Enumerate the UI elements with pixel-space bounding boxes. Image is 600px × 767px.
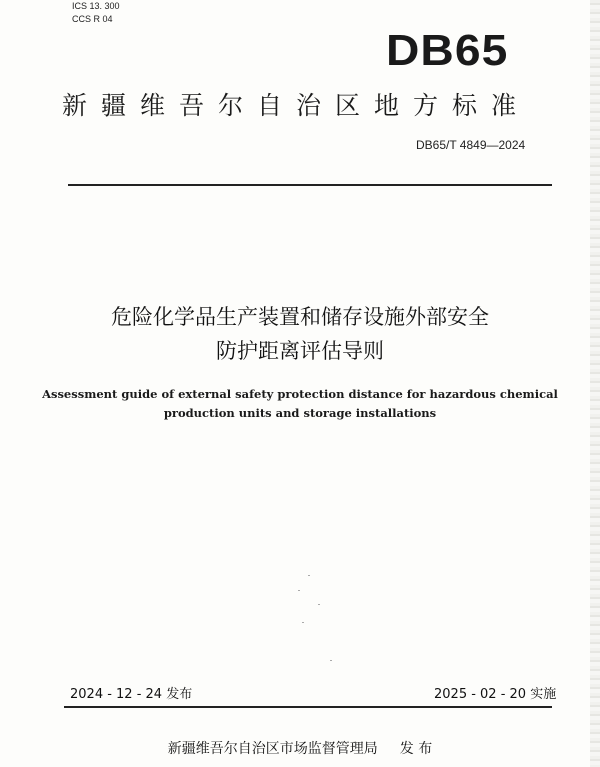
scan-speck bbox=[302, 622, 304, 623]
chinese-title bbox=[0, 300, 600, 368]
english-title bbox=[0, 385, 600, 423]
publish-date: 2024 - 12 - 24 发布 bbox=[70, 687, 193, 702]
top-divider bbox=[68, 184, 552, 186]
bottom-divider bbox=[64, 706, 552, 708]
classification-codes bbox=[72, 0, 120, 26]
ccs-code: CCS R 04 bbox=[72, 14, 113, 24]
scan-speck bbox=[330, 660, 332, 661]
scan-speck bbox=[308, 575, 310, 576]
issuer-action: 发 布 bbox=[399, 741, 433, 757]
standard-category-title: 新疆维吾尔自治区地方标准 bbox=[62, 91, 531, 120]
english-title-line-1: Assessment guide of external safety protection distance for hazardous chemical bbox=[42, 387, 558, 401]
chinese-title-line-2: 防护距离评估导则 bbox=[216, 339, 384, 363]
scan-speck bbox=[298, 590, 300, 591]
ics-code: ICS 13. 300 bbox=[72, 1, 120, 11]
scan-speck bbox=[318, 604, 320, 605]
chinese-title-line-1: 危险化学品生产装置和储存设施外部安全 bbox=[111, 305, 489, 329]
issuer-name: 新疆维吾尔自治区市场监督管理局 bbox=[167, 741, 378, 757]
english-title-line-2: production units and storage installations bbox=[163, 406, 437, 420]
effective-date: 2025 - 02 - 20 实施 bbox=[434, 687, 557, 702]
scan-edge-texture bbox=[590, 0, 600, 767]
db65-logo: DB65 bbox=[386, 26, 509, 75]
issuing-authority bbox=[0, 738, 600, 758]
standard-number: DB65/T 4849—2024 bbox=[416, 138, 526, 152]
